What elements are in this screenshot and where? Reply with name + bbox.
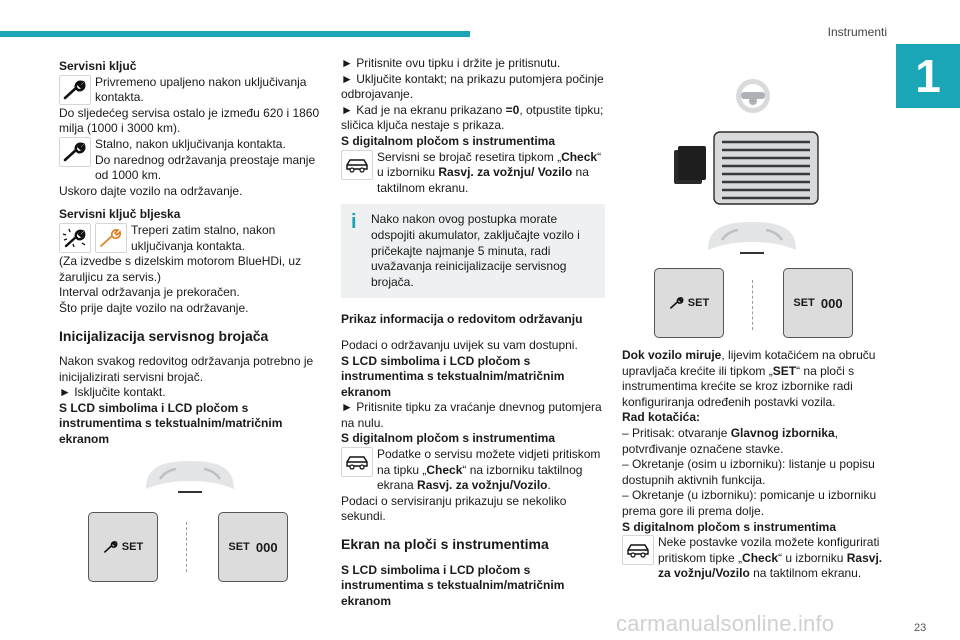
lcd-heading: S LCD simbolima i LCD pločom s instrumentima s tekstualnim/matričnim ekranom	[341, 353, 565, 399]
digital-text-2: “ u izborniku	[377, 149, 602, 180]
header-accent-bar	[0, 31, 470, 37]
set-000-display-right	[783, 268, 853, 338]
key-on-text	[95, 137, 323, 184]
digital-check: Check	[561, 149, 598, 164]
wrench-icon	[59, 75, 91, 105]
flash-paragraph-3: Što prije dajte vozilo na održavanje.	[59, 300, 249, 315]
car-check-icon	[341, 447, 373, 477]
instrument-cluster-illustration	[140, 455, 240, 503]
divider-dashed	[752, 280, 753, 330]
step-3-a: ► Kad je na ekranu prikazano	[341, 102, 506, 117]
column-3	[622, 348, 890, 582]
set-000-display-left	[218, 512, 288, 582]
set-label: SET	[687, 297, 710, 309]
set-display-label: SET	[793, 297, 815, 309]
lcd-step: ► Pritisnite tipku za vraćanje dnevnog putomjera na nulu.	[341, 400, 602, 430]
column-2	[341, 56, 605, 609]
wheel-item-2: – Okretanje (osim u izborniku): listanje u popisu dostupnih aktivnih funkcija.	[622, 457, 875, 487]
heading-init: Inicijalizacija servisnog brojača	[59, 327, 269, 344]
heading-service-key: Servisni ključ	[59, 59, 137, 73]
digital2-row	[341, 447, 605, 494]
wheel-item-1-b: Glavnog izbornika	[730, 425, 835, 440]
digital-text	[377, 150, 605, 197]
page-number: 23	[914, 622, 927, 634]
flash-paragraph-1: (Za izvedbe s dizelskim motorom BlueHDi, uz žaruljicu za servis.)	[59, 254, 302, 284]
counter-000: 000	[820, 295, 843, 311]
col3-p1-set: SET	[772, 363, 797, 378]
key-temp-row	[59, 75, 323, 106]
heading-maintenance-info: Prikaz informacija o redovitom održavanju	[341, 312, 583, 327]
digital-row	[341, 150, 605, 197]
wheel-item-1	[622, 426, 890, 457]
steering-wheel-thumbwheel-illustration	[670, 128, 822, 208]
section-title: Instrumenti	[827, 25, 887, 39]
divider-dashed	[186, 522, 187, 572]
digital-menu: Rasvj. za vožnju/ Vozilo	[438, 165, 573, 180]
digital2-heading: S digitalnom pločom s instrumentima	[341, 431, 556, 446]
flash-row	[59, 223, 323, 254]
col3-digital-check: Check	[742, 550, 779, 565]
key-on-row	[59, 137, 323, 184]
digital2-check: Check	[426, 462, 463, 477]
set-button-right[interactable]	[654, 268, 724, 338]
digital-text-3: na taktilnom ekranu.	[377, 165, 589, 195]
col3-digital-text-1: Neke postavke vozila možete konfigurirati pritiskom tipke „	[658, 535, 880, 565]
heading-flash: Servisni ključ bljeska	[59, 207, 181, 222]
wheel-item-1-c: , potvrđivanje označene stavke.	[622, 425, 839, 456]
watermark: carmanualsonline.info	[616, 611, 835, 636]
key-temp-text: Privremeno upaljeno nakon uključivanja kontakta.	[95, 74, 307, 105]
key-on-line1: Stalno, nakon uključivanja kontakta.	[95, 136, 286, 151]
key-on-paragraph: Uskoro dajte vozilo na održavanje.	[59, 183, 243, 198]
instrument-cluster-illustration	[702, 216, 802, 264]
steering-wheel-illustration	[732, 76, 774, 116]
col3-digital-text-2: “ u izborniku	[778, 550, 847, 565]
flash-paragraph-2: Interval održavanja je prekoračen.	[59, 285, 240, 300]
digital2-text-1: Podatke o servisu možete vidjeti pritiskom na tipku „	[377, 447, 601, 477]
col3-p1-c: “ na ploči s instrumentima krećite se kroz izbornike radi konfiguriranja određenih postavki vozila.	[622, 363, 855, 409]
digital2-menu: Rasvj. za vožnju/Vozilo	[417, 478, 548, 493]
key-temp-paragraph: Do sljedećeg servisa ostalo je između 620 i 1860 milja (1000 i 3000 km).	[59, 105, 320, 136]
chapter-number: 1	[896, 44, 960, 108]
col3-paragraph-1	[622, 348, 890, 410]
digital2-paragraph: Podaci o servisiranju prikazuju se nekoliko sekundi.	[341, 493, 567, 524]
init-paragraph: Nakon svakog redovitog održavanja potrebno je inicijalizirati servisni brojač.	[59, 354, 314, 384]
wrench-icon	[103, 540, 119, 554]
info-box	[341, 204, 605, 298]
set-button-left[interactable]	[88, 512, 158, 582]
init-step-1: ► Isključite kontakt.	[59, 385, 166, 400]
flash-text: Treperi zatim stalno, nakon uključivanja kontakta.	[131, 222, 276, 253]
init-lcd-heading: S LCD simbolima i LCD pločom s instrumentima s tekstualnim/matričnim ekranom	[59, 400, 283, 447]
car-check-icon	[341, 150, 373, 180]
step-3-b: =0	[505, 102, 520, 117]
col3-digital-text	[658, 535, 890, 582]
screen-heading: S LCD simbolima i LCD pločom s instrumentima s tekstualnim/matričnim ekranom	[341, 562, 565, 608]
wrench-icon	[669, 296, 685, 310]
wheel-item-1-a: – Pritisak: otvaranje	[622, 425, 731, 440]
digital-text-1: Servisni se brojač resetira tipkom „	[377, 149, 562, 164]
col3-p1-b: , lijevim kotačićem na obruču upravljača krećite ili tipkom „	[622, 348, 876, 378]
step-1: ► Pritisnite ovu tipku i držite je pritisnutu.	[341, 56, 561, 70]
wrench-outline-icon	[95, 223, 127, 253]
col3-digital-row	[622, 535, 890, 582]
heading-screen: Ekran na ploči s instrumentima	[341, 536, 549, 553]
step-3	[341, 103, 605, 134]
info-icon: i	[351, 211, 357, 234]
counter-000: 000	[255, 539, 278, 555]
digital2-text	[377, 447, 605, 494]
step-2: ► Uključite kontakt; na prikazu putomjera počinje odbrojavanje.	[341, 71, 604, 102]
wheel-heading: Rad kotačića:	[622, 410, 701, 425]
col3-digital-heading: S digitalnom pločom s instrumentima	[622, 519, 837, 534]
maintenance-info-paragraph: Podaci o održavanju uvijek su vam dostupni.	[341, 337, 578, 352]
digital2-text-3: .	[547, 478, 551, 493]
col3-digital-menu: Rasvj. za vožnju/Vozilo	[658, 550, 883, 581]
column-1	[59, 56, 323, 448]
digital2-text-2: “ na izborniku taktilnog ekrana	[377, 462, 583, 493]
key-on-line2: Do narednog održavanja preostaje manje od 1000 km.	[95, 152, 316, 183]
step-3-c: , otpustite tipku; sličica ključa nestaje s prikaza.	[341, 102, 604, 133]
col3-p1-a: Dok vozilo miruje	[622, 348, 722, 362]
wrench-icon	[59, 137, 91, 167]
car-check-icon	[622, 535, 654, 565]
digital-heading: S digitalnom pločom s instrumentima	[341, 133, 556, 148]
col3-digital-text-3: na taktilnom ekranu.	[749, 566, 862, 581]
set-label: SET	[121, 541, 144, 553]
info-text: Nako nakon ovog postupka morate odspojiti akumulator, zaključajte vozilo i pričekajte najmanje 5 minuta, radi uvažavanja reinicijalizacije servisnog brojača.	[371, 212, 580, 289]
set-display-label: SET	[228, 541, 250, 553]
wheel-item-3: – Okretanje (u izborniku): pomicanje u izborniku prema gore ili prema dolje.	[622, 488, 877, 518]
flashing-wrench-icon	[59, 223, 91, 253]
